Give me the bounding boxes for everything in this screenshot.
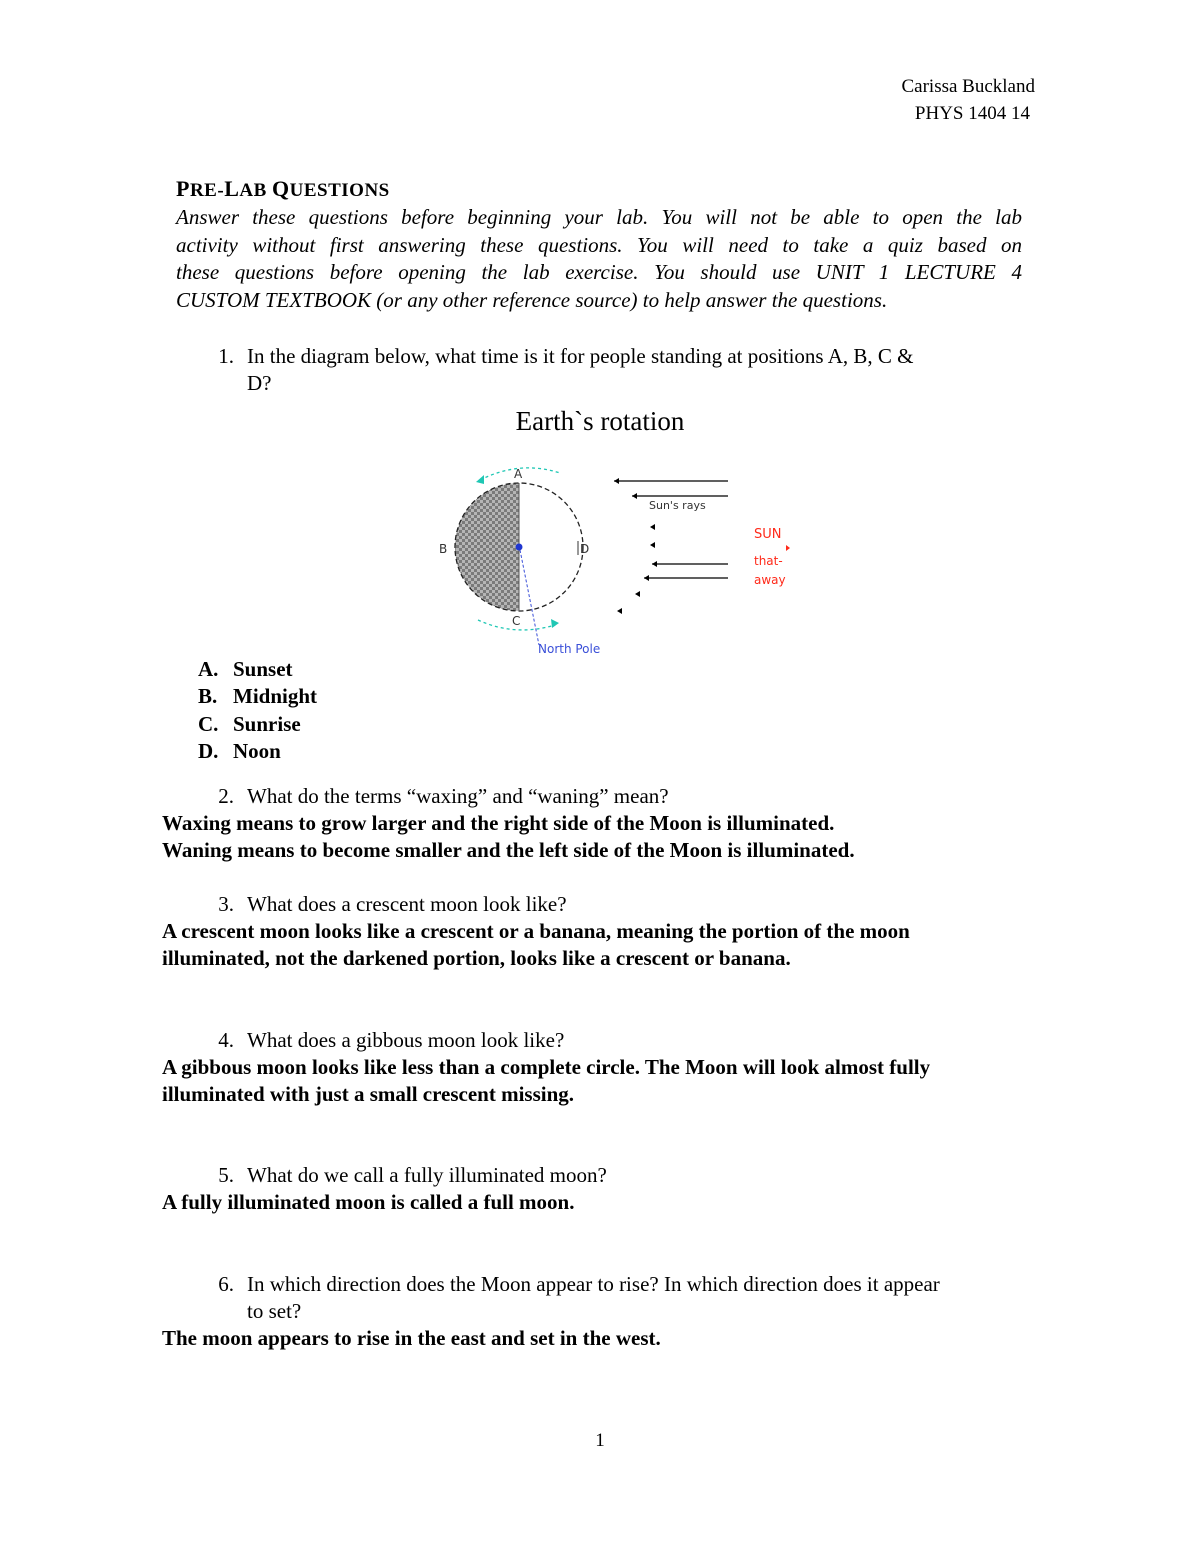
option-letter: C. bbox=[198, 712, 219, 736]
question-text: What do we call a fully illuminated moon? bbox=[247, 1163, 607, 1187]
option-d bbox=[198, 738, 281, 766]
question-6 bbox=[212, 1271, 1032, 1327]
sun-label-that: that- bbox=[754, 554, 783, 568]
sun-ray-head bbox=[614, 478, 619, 484]
question-5 bbox=[212, 1162, 1012, 1190]
title-l: L bbox=[224, 176, 240, 201]
answer-2-line-1: Waxing means to grow larger and the right side of the Moon is illuminated. bbox=[162, 811, 835, 835]
sun-label-away: away bbox=[754, 573, 786, 587]
option-letter: B. bbox=[198, 684, 218, 708]
title-re: RE- bbox=[189, 180, 225, 201]
rotation-arrow-top-head bbox=[476, 475, 484, 484]
title-q: Q bbox=[272, 176, 290, 201]
question-text: What do the terms “waxing” and “waning” mean? bbox=[247, 784, 669, 808]
sun-ray-head bbox=[635, 591, 640, 597]
answer-4-line-2: illuminated with just a small crescent missing. bbox=[162, 1082, 575, 1106]
question-number: 2. bbox=[218, 784, 234, 808]
sun-ray-head bbox=[632, 493, 637, 499]
option-text: Noon bbox=[233, 739, 281, 763]
north-pole-label: North Pole bbox=[538, 642, 601, 656]
intro-paragraph bbox=[176, 204, 1022, 314]
sun-ray-head bbox=[650, 542, 655, 548]
intro-line: activity without first answering these questions. You will need to take a quiz based on bbox=[176, 232, 1022, 257]
answer-5: A fully illuminated moon is called a full moon. bbox=[162, 1190, 575, 1214]
label-d: D bbox=[580, 542, 590, 556]
pole-pointer-line bbox=[520, 550, 539, 645]
option-b bbox=[198, 683, 317, 711]
option-text: Sunrise bbox=[233, 712, 301, 736]
question-text: In which direction does the Moon appear to rise? In which direction does it appear bbox=[247, 1272, 940, 1296]
option-text: Sunset bbox=[233, 657, 293, 681]
question-4 bbox=[212, 1027, 1012, 1055]
author-name: Carissa Buckland bbox=[901, 76, 1035, 97]
question-number: 3. bbox=[218, 892, 234, 916]
question-text: What does a gibbous moon look like? bbox=[247, 1028, 565, 1052]
intro-line: Answer these questions before beginning your lab. You will not be able to open the lab bbox=[176, 205, 1022, 229]
label-c: C bbox=[512, 614, 521, 628]
page-title bbox=[176, 176, 390, 202]
label-a: A bbox=[514, 467, 523, 481]
question-2 bbox=[212, 783, 1012, 811]
intro-line: these questions before opening the lab exercise. You should use UNIT 1 LECTURE 4 bbox=[176, 260, 1022, 284]
answer-3-line-1: A crescent moon looks like a crescent or a banana, meaning the portion of the moon bbox=[162, 919, 910, 943]
option-a bbox=[198, 656, 293, 684]
question-text-cont: to set? bbox=[247, 1299, 302, 1323]
intro-line: CUSTOM TEXTBOOK (or any other reference source) to help answer the questions. bbox=[176, 287, 888, 312]
north-pole-dot bbox=[516, 544, 523, 551]
diagram-title: Earth`s rotation bbox=[515, 406, 685, 436]
sun-ray-head bbox=[650, 524, 655, 530]
question-3 bbox=[212, 891, 1012, 919]
question-number: 6. bbox=[218, 1272, 234, 1296]
question-text-cont: D? bbox=[247, 371, 272, 395]
sun-label: SUN bbox=[754, 527, 782, 542]
answer-2-line-2: Waning means to become smaller and the left side of the Moon is illuminated. bbox=[162, 838, 855, 862]
sun-arrow-head bbox=[786, 545, 790, 551]
answer-4-line-1: A gibbous moon looks like less than a complete circle. The Moon will look almost fully bbox=[162, 1055, 931, 1079]
option-text: Midnight bbox=[233, 684, 318, 708]
label-b: B bbox=[439, 542, 448, 556]
question-text: What does a crescent moon look like? bbox=[247, 892, 567, 916]
question-text: In the diagram below, what time is it for people standing at positions A, B, C & bbox=[247, 344, 914, 368]
earth-rotation-diagram bbox=[420, 455, 820, 660]
title-ab: AB bbox=[239, 180, 273, 201]
answer-6: The moon appears to rise in the east and set in the west. bbox=[162, 1326, 661, 1350]
question-1 bbox=[212, 343, 1012, 399]
suns-rays-label: Sun's rays bbox=[649, 499, 706, 512]
option-c bbox=[198, 711, 301, 739]
question-number: 4. bbox=[218, 1028, 234, 1052]
option-letter: A. bbox=[198, 657, 219, 681]
question-number: 1. bbox=[218, 344, 234, 368]
answer-3-line-2: illuminated, not the darkened portion, looks like a crescent or banana. bbox=[162, 946, 791, 970]
course-code: PHYS 1404 14 bbox=[914, 103, 1030, 124]
sun-ray-head bbox=[644, 575, 649, 581]
title-p: P bbox=[176, 176, 190, 201]
page-number: 1 bbox=[595, 1430, 605, 1451]
rotation-arrow-bottom-head bbox=[551, 619, 559, 628]
sun-ray-head bbox=[617, 608, 622, 614]
option-letter: D. bbox=[198, 739, 219, 763]
question-number: 5. bbox=[218, 1163, 234, 1187]
title-uestions: UESTIONS bbox=[289, 180, 390, 201]
sun-ray-head bbox=[652, 561, 657, 567]
